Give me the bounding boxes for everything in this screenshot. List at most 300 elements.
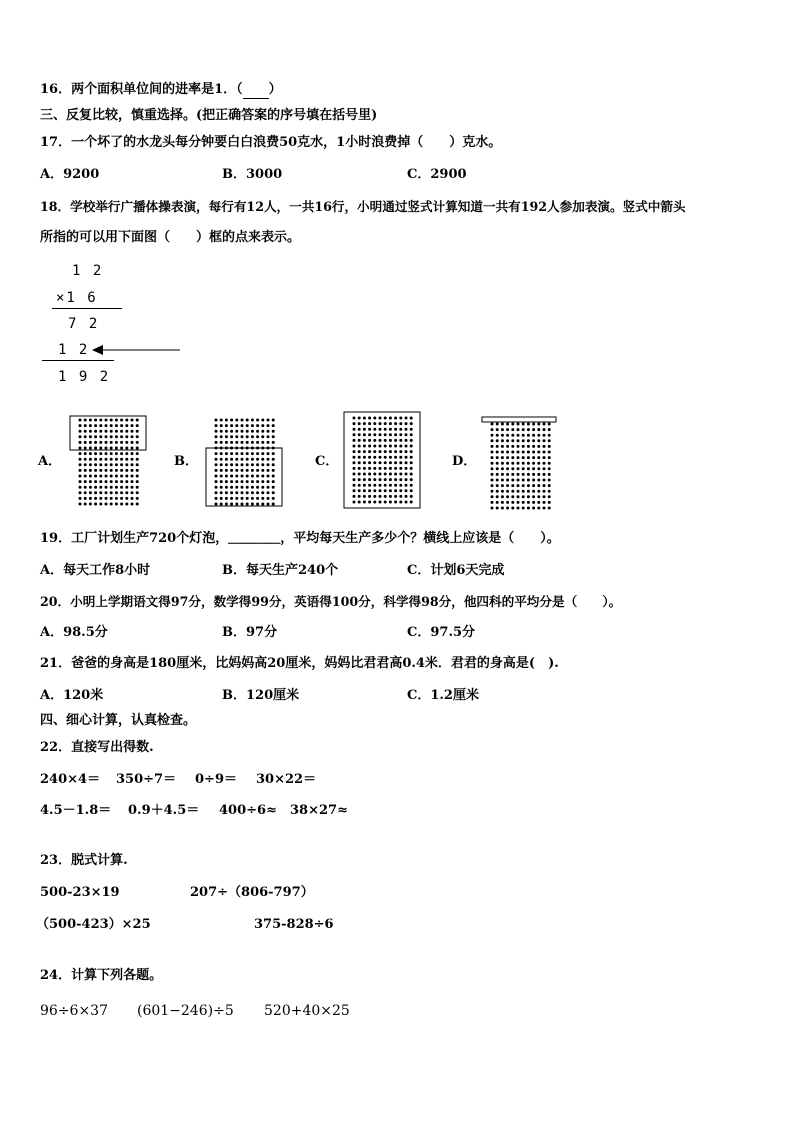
dot — [120, 458, 123, 461]
dot — [399, 439, 402, 442]
dot — [363, 461, 366, 464]
dot — [272, 469, 275, 472]
dot — [358, 461, 361, 464]
dot — [272, 419, 275, 422]
dot — [230, 486, 233, 489]
dot — [241, 441, 244, 444]
dot — [235, 458, 238, 461]
dot — [136, 447, 139, 450]
dot — [399, 501, 402, 504]
dot — [261, 463, 264, 466]
q17-option-c[interactable]: C．2900 — [407, 167, 467, 182]
dot — [272, 458, 275, 461]
dot — [353, 417, 356, 420]
dot — [358, 489, 361, 492]
dot — [379, 417, 382, 420]
dot — [215, 503, 218, 506]
dot-grid-a[interactable] — [68, 414, 150, 510]
dot — [358, 445, 361, 448]
dot — [384, 489, 387, 492]
dot — [368, 439, 371, 442]
dot — [353, 489, 356, 492]
dot — [506, 423, 509, 426]
dot — [79, 469, 82, 472]
dot — [511, 445, 514, 448]
dot — [115, 441, 118, 444]
dot — [537, 484, 540, 487]
dot — [363, 473, 366, 476]
q17-option-a[interactable]: A．9200 — [40, 167, 100, 182]
dot — [353, 473, 356, 476]
dot — [241, 491, 244, 494]
dot — [256, 469, 259, 472]
dot — [94, 458, 97, 461]
dot — [261, 475, 264, 478]
dot — [496, 462, 499, 465]
q19-option-b[interactable]: B．每天生产240个 — [222, 563, 339, 578]
q23-title: 23．脱式计算. — [40, 853, 128, 868]
dot — [501, 439, 504, 442]
dot — [230, 435, 233, 438]
dot — [496, 456, 499, 459]
dot — [241, 430, 244, 433]
dot — [89, 503, 92, 506]
dot — [115, 475, 118, 478]
dot — [251, 475, 254, 478]
q20-option-a[interactable]: A．98.5分 — [40, 625, 108, 640]
dot — [225, 463, 228, 466]
dot — [261, 441, 264, 444]
dot — [94, 491, 97, 494]
dot — [110, 469, 113, 472]
dot — [543, 467, 546, 470]
dot — [105, 480, 108, 483]
dot — [251, 463, 254, 466]
dot — [267, 469, 270, 472]
dot — [363, 450, 366, 453]
dot — [358, 417, 361, 420]
dot — [532, 451, 535, 454]
dot — [261, 503, 264, 506]
dot — [261, 458, 264, 461]
dot — [136, 430, 139, 433]
dot — [241, 469, 244, 472]
dot — [496, 467, 499, 470]
dot — [537, 490, 540, 493]
dot — [246, 503, 249, 506]
dot — [548, 495, 551, 498]
dot — [389, 501, 392, 504]
dot — [94, 486, 97, 489]
dot — [379, 484, 382, 487]
dot — [353, 439, 356, 442]
dot — [235, 424, 238, 427]
dot — [241, 480, 244, 483]
dot — [89, 475, 92, 478]
dot — [379, 433, 382, 436]
dot — [225, 424, 228, 427]
dot — [246, 424, 249, 427]
dot — [89, 469, 92, 472]
dot — [368, 489, 371, 492]
dot — [389, 450, 392, 453]
dot — [527, 495, 530, 498]
dot — [358, 439, 361, 442]
section-3-heading: 三、反复比较，慎重选择。(把正确答案的序号填在括号里) — [40, 108, 378, 123]
dot — [89, 435, 92, 438]
dot — [256, 486, 259, 489]
dot — [543, 479, 546, 482]
dot — [384, 428, 387, 431]
dot — [399, 489, 402, 492]
dot — [125, 430, 128, 433]
dot — [506, 451, 509, 454]
dot — [79, 441, 82, 444]
dot — [501, 473, 504, 476]
dot — [501, 428, 504, 431]
dot — [384, 445, 387, 448]
vertical-partial-2: 1 2 — [58, 342, 90, 358]
dot — [84, 480, 87, 483]
q18-option-d-label[interactable]: D． — [452, 454, 477, 469]
vertical-line-1 — [52, 308, 122, 309]
dot — [225, 452, 228, 455]
dot — [120, 491, 123, 494]
dot — [532, 428, 535, 431]
dot-grid-c[interactable] — [342, 410, 424, 510]
dot — [230, 491, 233, 494]
dot — [389, 484, 392, 487]
dot — [115, 435, 118, 438]
dot — [511, 479, 514, 482]
q21-option-a[interactable]: A．120米 — [40, 688, 104, 703]
dot — [517, 490, 520, 493]
dot — [110, 430, 113, 433]
dot — [501, 451, 504, 454]
dot — [230, 503, 233, 506]
dot — [215, 452, 218, 455]
dot — [241, 452, 244, 455]
dot — [548, 507, 551, 510]
dot — [491, 451, 494, 454]
dot — [261, 452, 264, 455]
q18-text-line2: 所指的可以用下面图（ ）框的点来表示。 — [40, 230, 301, 245]
dot — [373, 501, 376, 504]
frame-b — [206, 448, 282, 506]
dot — [384, 456, 387, 459]
dot — [405, 467, 408, 470]
dot — [522, 423, 525, 426]
dot — [511, 439, 514, 442]
dot — [511, 490, 514, 493]
q21-option-b[interactable]: B．120厘米 — [222, 688, 300, 703]
dot — [110, 463, 113, 466]
dot — [215, 463, 218, 466]
dot — [399, 495, 402, 498]
dot — [256, 435, 259, 438]
dot — [363, 422, 366, 425]
dot — [353, 433, 356, 436]
dot — [373, 439, 376, 442]
dot — [120, 475, 123, 478]
dot — [110, 486, 113, 489]
dot — [506, 439, 509, 442]
dot — [548, 451, 551, 454]
dot — [272, 475, 275, 478]
dot — [548, 490, 551, 493]
dot — [215, 419, 218, 422]
dot — [125, 491, 128, 494]
dot — [384, 473, 387, 476]
dot — [548, 434, 551, 437]
dot — [125, 469, 128, 472]
dot — [261, 419, 264, 422]
dot — [543, 428, 546, 431]
dot — [491, 473, 494, 476]
dot — [532, 507, 535, 510]
q18-option-a-label[interactable]: A． — [38, 454, 62, 469]
dot — [110, 419, 113, 422]
dot — [256, 503, 259, 506]
dot — [537, 445, 540, 448]
arrow-icon — [92, 343, 184, 357]
dot — [267, 497, 270, 500]
dot — [251, 435, 254, 438]
dot — [405, 433, 408, 436]
dot — [506, 462, 509, 465]
dot — [120, 480, 123, 483]
q22-item-7: 400÷6≈ — [219, 803, 277, 818]
dot — [105, 424, 108, 427]
q23-item-1: 500-23×19 — [40, 885, 120, 900]
dot — [537, 428, 540, 431]
q19-text: 19．工厂计划生产720个灯泡，＿＿＿＿，平均每天生产多少个？横线上应该是（ ）。 — [40, 531, 560, 546]
dot — [110, 447, 113, 450]
q21-option-c[interactable]: C．1.2厘米 — [407, 688, 479, 703]
dot — [368, 422, 371, 425]
dot — [532, 479, 535, 482]
dot — [230, 430, 233, 433]
dot — [125, 447, 128, 450]
q19-option-a[interactable]: A．每天工作8小时 — [40, 563, 151, 578]
dot — [543, 462, 546, 465]
dot — [79, 435, 82, 438]
dot-grid-b[interactable] — [204, 414, 286, 510]
dot — [267, 452, 270, 455]
dot — [136, 424, 139, 427]
dot — [496, 495, 499, 498]
q18-option-c-label[interactable]: C． — [315, 454, 339, 469]
dot — [389, 478, 392, 481]
dot — [389, 433, 392, 436]
dot — [230, 497, 233, 500]
dot — [89, 486, 92, 489]
dot — [522, 479, 525, 482]
dot — [506, 467, 509, 470]
dot — [246, 435, 249, 438]
dot — [251, 480, 254, 483]
dot — [363, 501, 366, 504]
dot — [389, 467, 392, 470]
dot — [405, 473, 408, 476]
dot — [491, 495, 494, 498]
dot — [246, 491, 249, 494]
dot — [136, 480, 139, 483]
dot — [225, 469, 228, 472]
dot — [506, 428, 509, 431]
dot — [120, 497, 123, 500]
dot — [511, 467, 514, 470]
dot — [399, 433, 402, 436]
dot — [79, 419, 82, 422]
dot — [225, 475, 228, 478]
dot — [267, 480, 270, 483]
dot — [358, 478, 361, 481]
dot — [261, 480, 264, 483]
dot — [405, 495, 408, 498]
dot — [225, 435, 228, 438]
dot — [384, 422, 387, 425]
dot — [230, 419, 233, 422]
dot — [251, 430, 254, 433]
dot — [394, 501, 397, 504]
dot — [94, 452, 97, 455]
dot — [399, 450, 402, 453]
q22-item-5: 4.5－1.8＝ — [40, 803, 112, 818]
dot — [511, 423, 514, 426]
dot — [496, 428, 499, 431]
dot — [115, 497, 118, 500]
dot — [94, 424, 97, 427]
q20-option-c[interactable]: C．97.5分 — [407, 625, 476, 640]
dot — [105, 452, 108, 455]
dot — [353, 422, 356, 425]
dot — [136, 475, 139, 478]
dot — [394, 439, 397, 442]
dot — [125, 419, 128, 422]
q17-option-b[interactable]: B．3000 — [222, 167, 283, 182]
q16 — [40, 82, 282, 99]
dot — [272, 424, 275, 427]
dot — [511, 484, 514, 487]
dot — [548, 501, 551, 504]
dot — [410, 495, 413, 498]
dot — [267, 458, 270, 461]
dot — [527, 507, 530, 510]
q19-option-c[interactable]: C．计划6天完成 — [407, 563, 505, 578]
dot — [522, 484, 525, 487]
q16-blank[interactable] — [243, 82, 269, 99]
dot — [368, 495, 371, 498]
dot — [410, 473, 413, 476]
dot — [215, 430, 218, 433]
dot — [373, 428, 376, 431]
q23-item-2: 207÷（806-797） — [190, 885, 314, 900]
dot — [215, 491, 218, 494]
dot — [261, 469, 264, 472]
dot — [405, 478, 408, 481]
dot — [120, 503, 123, 506]
dot — [384, 417, 387, 420]
dot — [368, 461, 371, 464]
dot — [368, 456, 371, 459]
q22-item-1: 240×4＝ — [40, 772, 101, 787]
dot — [94, 469, 97, 472]
dot — [105, 458, 108, 461]
dot — [363, 417, 366, 420]
dot — [131, 469, 134, 472]
dot — [548, 423, 551, 426]
dot — [394, 456, 397, 459]
dot — [543, 423, 546, 426]
dot — [543, 484, 546, 487]
dot — [131, 458, 134, 461]
q20-option-b[interactable]: B．97分 — [222, 625, 278, 640]
dot — [89, 447, 92, 450]
dot — [246, 463, 249, 466]
dot — [394, 495, 397, 498]
dot — [120, 435, 123, 438]
dot — [84, 452, 87, 455]
dot — [105, 441, 108, 444]
dot — [405, 422, 408, 425]
dot — [251, 497, 254, 500]
dot — [527, 423, 530, 426]
dot — [105, 497, 108, 500]
dot — [491, 445, 494, 448]
dot — [501, 507, 504, 510]
q18-option-b-label[interactable]: B． — [174, 454, 198, 469]
dot — [527, 490, 530, 493]
dot — [79, 447, 82, 450]
dot — [84, 447, 87, 450]
dot — [267, 430, 270, 433]
dot — [353, 484, 356, 487]
dot — [410, 461, 413, 464]
dot — [220, 424, 223, 427]
q16-text: 16．两个面积单位间的进率是1．（ — [40, 82, 243, 97]
dot — [517, 507, 520, 510]
dot — [105, 491, 108, 494]
dot — [368, 484, 371, 487]
dot — [373, 450, 376, 453]
dot — [136, 497, 139, 500]
dot — [394, 422, 397, 425]
dot — [235, 475, 238, 478]
dot — [89, 458, 92, 461]
dot — [491, 456, 494, 459]
dot — [241, 435, 244, 438]
dot — [235, 480, 238, 483]
dot — [261, 435, 264, 438]
dot — [496, 501, 499, 504]
dot — [537, 473, 540, 476]
dot — [363, 445, 366, 448]
dot — [99, 480, 102, 483]
dot — [527, 451, 530, 454]
dot — [532, 501, 535, 504]
dot — [506, 456, 509, 459]
dot — [99, 441, 102, 444]
dot — [537, 467, 540, 470]
dot — [215, 486, 218, 489]
dot — [272, 503, 275, 506]
dot-grid-d[interactable] — [480, 414, 562, 510]
dot — [532, 473, 535, 476]
dot — [543, 439, 546, 442]
dot — [115, 458, 118, 461]
dot — [394, 489, 397, 492]
